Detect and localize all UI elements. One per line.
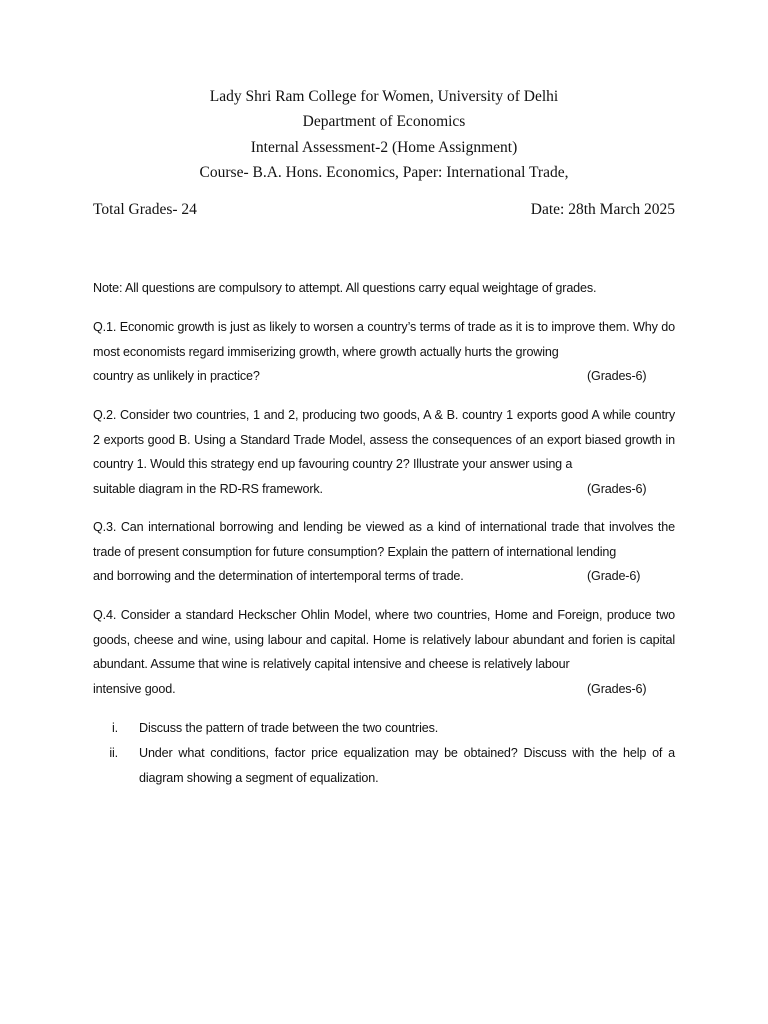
question-grade: (Grade-6) (587, 569, 641, 584)
meta-row (93, 199, 675, 221)
instructions-note: Note: All questions are compulsory to attempt. All questions carry equal weightage of grades. (93, 281, 597, 295)
question-2 (93, 403, 675, 501)
sub-question-text: Under what conditions, factor price equalization may be obtained? Discuss with the help of a diagram showing a segment of equalization. (139, 746, 675, 785)
assignment-date: Date: 28th March 2025 (530, 201, 675, 218)
question-last-line: suitable diagram in the RD-RS framework. (93, 481, 323, 496)
question-4 (93, 603, 675, 701)
question-text: Q.1. Economic growth is just as likely to worsen a country’s terms of trade as it is to improve them. Why do most economists regard immiserizing growth, where growth actually hurts the growing (93, 320, 675, 359)
question-last-line-row (93, 564, 675, 589)
question-last-line: country as unlikely in practice? (93, 369, 260, 384)
department-name: Department of Economics (302, 113, 466, 131)
question-3 (93, 515, 675, 589)
assessment-title: Internal Assessment-2 (Home Assignment) (250, 138, 518, 156)
question-text: Q.3. Can international borrowing and lending be viewed as a kind of international trade that involves the trade of present consumption for future consumption? Explain the pattern of international lending (93, 520, 675, 559)
document-header (93, 84, 675, 185)
question-text: Q.2. Consider two countries, 1 and 2, producing two goods, A & B. country 1 exports good A while country 2 exports good B. Using a Standard Trade Model, assess the consequences of an export biased growth in country 1. Would this strategy end up favouring country 2? Illustrate your answer using a (93, 408, 675, 472)
question-last-line-row (93, 677, 675, 702)
assignment-page (93, 0, 675, 1024)
sub-question-number: ii. (109, 746, 118, 760)
question-last-line-row (93, 477, 675, 502)
sub-question-text: Discuss the pattern of trade between the two countries. (139, 721, 439, 735)
question-grade: (Grades-6) (587, 369, 647, 384)
question-1 (93, 315, 675, 389)
course-title: Course- B.A. Hons. Economics, Paper: International Trade, (199, 163, 569, 181)
question-last-line: and borrowing and the determination of intertemporal terms of trade. (93, 569, 464, 584)
institution-name: Lady Shri Ram College for Women, University of Delhi (209, 88, 559, 105)
question-grade: (Grades-6) (587, 481, 647, 496)
question-grade: (Grades-6) (587, 681, 647, 696)
question-text: Q.4. Consider a standard Heckscher Ohlin Model, where two countries, Home and Foreign, produce two goods, cheese and wine, using labour and capital. Home is relatively labour abundant and forien is capital abundant. Assume that wine is relatively capital intensive and cheese is relatively labour (93, 608, 675, 672)
question-last-line: intensive good. (93, 681, 176, 696)
sub-question-number: i. (112, 721, 118, 735)
total-grades: Total Grades- 24 (93, 201, 197, 218)
question-last-line-row (93, 364, 675, 389)
